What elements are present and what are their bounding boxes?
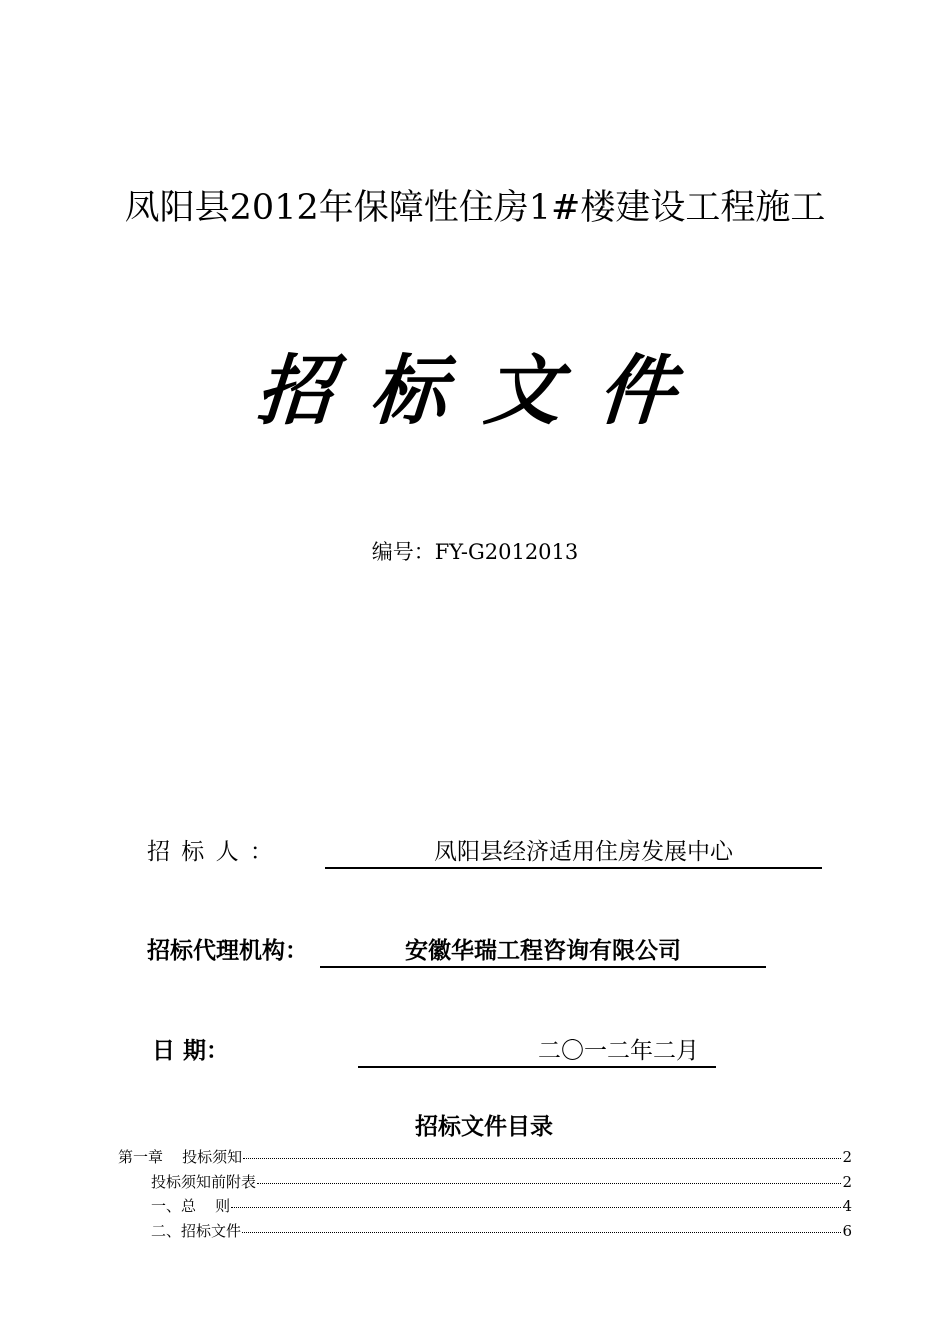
date-row [152,1032,716,1068]
toc-entry-text: 二、招标文件 [151,1221,242,1240]
agent-label: 招标代理机构： [147,938,308,964]
agent-row [147,932,766,968]
toc-entry[interactable] [118,1195,852,1220]
document-number: 编号：FY-G2012013 [371,540,579,564]
toc-leader-dots [243,1158,841,1159]
bidder-row [147,833,822,869]
date-value: 二〇一二年二月 [358,1038,716,1068]
toc-entry[interactable] [118,1146,852,1171]
toc-leader-dots [257,1183,841,1184]
bidder-value: 凤阳县经济适用住房发展中心 [325,839,822,869]
toc-leader-dots [231,1207,841,1208]
toc-heading: 招标文件目录 [415,1114,553,1140]
toc-entry-text: 第一章 投标须知 [118,1148,243,1166]
toc-leader-dots [242,1232,841,1233]
bidder-label: 招 标 人 ： [147,839,275,865]
document-title: 招标文件 [253,346,716,435]
date-label: 日 期： [152,1038,230,1064]
toc-entry-text: 投标须知前附表 [151,1172,257,1191]
toc-entry-page: 2 [842,1172,852,1191]
toc-entry[interactable] [118,1171,852,1196]
toc-entry-page: 6 [842,1221,852,1240]
table-of-contents [118,1146,852,1244]
agent-value: 安徽华瑞工程咨询有限公司 [320,938,766,968]
toc-entry[interactable] [118,1220,852,1245]
toc-entry-page: 4 [842,1197,852,1215]
project-title: 凤阳县2012年保障性住房1#楼建设工程施工 [124,188,826,228]
toc-entry-page: 2 [842,1148,852,1166]
toc-entry-text: 一、总 则 [151,1197,231,1215]
